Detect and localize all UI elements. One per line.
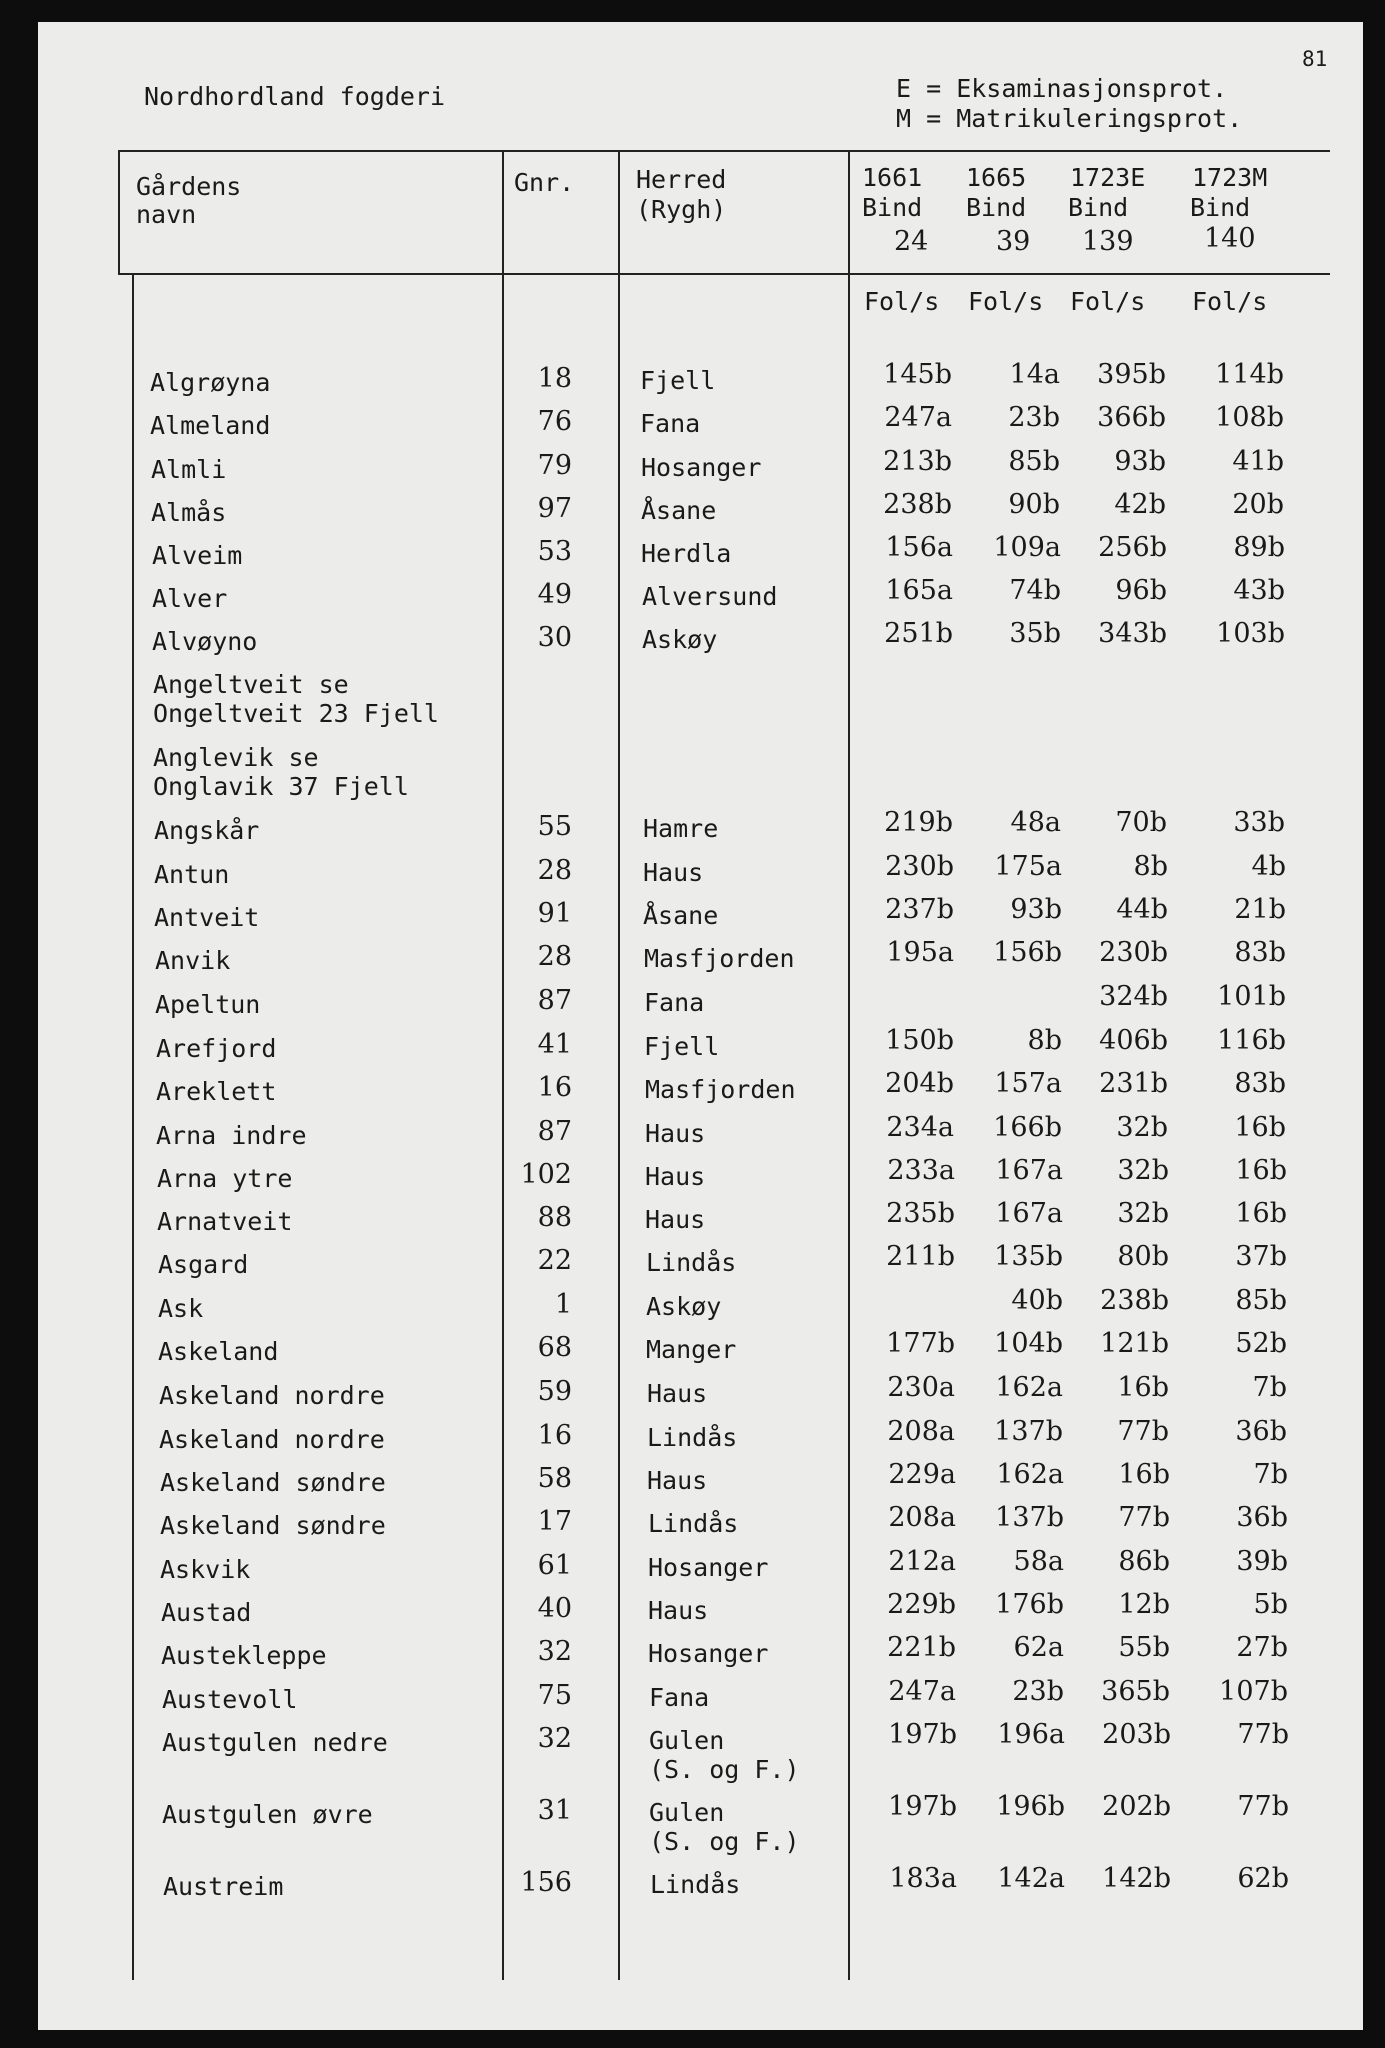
folio-v3: 16b [1118,1459,1170,1490]
col-header-herred-2: (Rygh) [636,195,727,224]
folio-v2: 157a [994,1068,1062,1099]
folio-v2: 109a [993,532,1061,563]
folio-v2: 166b [993,1112,1062,1143]
folio-v3: 77b [1118,1502,1170,1533]
folio-v3: 12b [1118,1589,1170,1620]
legend-line-2: M = Matrikuleringsprot. [896,104,1243,133]
gnr-value: 91 [537,898,572,929]
folio-v1: 233a [887,1155,955,1186]
folio-v3: 238b [1100,1285,1169,1316]
folio-v1: 213b [883,446,952,477]
folio-v3: 32b [1117,1155,1169,1186]
folio-v1: 197b [888,1791,957,1822]
herred-name: Haus [647,1466,708,1495]
folio-v1: 234a [886,1112,954,1143]
folio-v3: 395b [1097,359,1166,390]
fol-label-1723m: Fol/s [1192,287,1268,316]
folio-v3: 231b [1099,1068,1168,1099]
col-header-gnr: Gnr. [514,168,575,197]
gnr-value: 28 [537,855,572,886]
farm-name: Antveit [154,903,260,932]
col-header-1661-year: 1661 [862,163,923,192]
folio-v2: 23b [1012,1676,1064,1707]
header-title: Nordhordland fogderi [144,82,446,111]
folio-v4: 16b [1234,1112,1286,1143]
col-rule-folios [848,150,850,1980]
folio-v3: 366b [1097,402,1166,433]
farm-name: Asgard [158,1250,249,1279]
col-rule-gnr [502,150,504,1980]
gnr-value: 53 [537,536,572,567]
gnr-value: 31 [537,1795,572,1826]
herred-name: Alversund [642,582,778,611]
farm-name: Austgulen nedre [162,1728,388,1757]
herred-name: Lindås [646,1248,737,1277]
folio-v3: 32b [1117,1198,1169,1229]
herred-name: Fjell [640,366,716,395]
folio-v2: 8b [1027,1025,1062,1056]
farm-name: Arna indre [156,1121,307,1150]
farm-name: Askeland søndre [160,1511,386,1540]
herred-name: Hosanger [648,1553,769,1582]
folio-v1: 208a [888,1502,956,1533]
herred-name: Haus [645,1162,706,1191]
folio-v4: 62b [1237,1863,1289,1894]
folio-v2: 162a [995,1372,1063,1403]
folio-v3: 121b [1100,1328,1169,1359]
gnr-value: 102 [520,1159,572,1190]
folio-v3: 80b [1117,1241,1169,1272]
folio-v4: 83b [1234,1068,1286,1099]
folio-v3: 8b [1133,851,1168,882]
folio-v1: 229a [888,1459,956,1490]
folio-v1: 150b [885,1025,954,1056]
herred-name: Fana [649,1683,710,1712]
col-header-1661-volume: 24 [894,226,929,257]
folio-v3: 86b [1118,1546,1170,1577]
folio-v1: 211b [886,1241,955,1272]
folio-v2: 62a [1013,1632,1064,1663]
gnr-value: 55 [537,811,572,842]
folio-v3: 70b [1115,807,1167,838]
folio-v4: 52b [1235,1328,1287,1359]
folio-v4: 36b [1235,1416,1287,1447]
farm-name: Askeland nordre [159,1425,385,1454]
col-header-1723e-year: 1723E [1070,163,1146,192]
herred-name: Lindås [650,1870,741,1899]
gnr-value: 22 [537,1245,572,1276]
folio-v3: 93b [1114,446,1166,477]
folio-v4: 77b [1237,1791,1289,1822]
farm-name: Arna ytre [157,1164,293,1193]
folio-v4: 27b [1236,1632,1288,1663]
gnr-value: 49 [537,579,572,610]
farm-name: Angeltveit se [153,670,349,699]
folio-v3: 324b [1099,981,1168,1012]
folio-v2: 167a [995,1155,1063,1186]
gnr-value: 68 [537,1332,572,1363]
herred-name: Fjell [644,1032,720,1061]
herred-name: Haus [643,858,704,887]
gnr-value: 17 [537,1506,572,1537]
herred-name: Åsane [643,901,719,930]
folio-v2: 142a [997,1863,1065,1894]
farm-name: Austekleppe [161,1641,327,1670]
folio-v1: 230a [887,1372,955,1403]
herred-name: Hosanger [641,453,762,482]
folio-v4: 20b [1232,489,1284,520]
herred-name: Gulen [649,1798,725,1827]
gnr-value: 41 [537,1029,572,1060]
folio-v1: 251b [884,618,953,649]
folio-v4: 37b [1235,1241,1287,1272]
folio-v2: 162a [996,1459,1064,1490]
folio-v3: 44b [1116,894,1168,925]
folio-v1: 212a [888,1546,956,1577]
legend-line-1: E = Eksaminasjonsprot. [896,74,1228,103]
page-number: 81 [1302,47,1328,71]
folio-v2: 58a [1013,1546,1064,1577]
folio-v3: 42b [1114,489,1166,520]
gnr-value: 40 [537,1593,572,1624]
herred-name: Gulen [649,1726,725,1755]
folio-v1: 235b [886,1198,955,1229]
farm-name: Almås [151,498,227,527]
folio-v4: 85b [1235,1285,1287,1316]
folio-v4: 16b [1235,1198,1287,1229]
gnr-value: 87 [537,1116,572,1147]
gnr-value: 1 [554,1289,572,1320]
folio-v1: 247a [888,1676,956,1707]
farm-name: Askvik [160,1555,251,1584]
herred-name: Manger [646,1335,737,1364]
herred-name: Askøy [646,1292,722,1321]
folio-v1: 219b [884,807,953,838]
gnr-value: 32 [537,1723,572,1754]
col-header-name-2: navn [136,200,197,229]
folio-v4: 7b [1252,1372,1287,1403]
herred-name: Fana [644,988,705,1017]
folio-v3: 77b [1117,1416,1169,1447]
folio-v2: 196a [997,1719,1065,1750]
folio-v1: 197b [888,1719,957,1750]
table-left-rule [118,150,120,275]
folio-v3: 142b [1102,1863,1171,1894]
folio-v4: 107b [1219,1676,1288,1707]
gnr-value: 79 [537,450,572,481]
farm-name: Alveim [152,541,243,570]
herred-name: Haus [648,1596,709,1625]
col-header-1723m-year: 1723M [1192,163,1268,192]
folio-v2: 93b [1010,894,1062,925]
herred-name: Hamre [643,814,719,843]
col-header-1723m-volume: 140 [1204,223,1256,254]
gnr-value: 59 [537,1376,572,1407]
folio-v4: 83b [1234,937,1286,968]
folio-v4: 108b [1215,402,1284,433]
herred-name: Herdla [641,539,732,568]
herred-name: Masfjorden [645,1075,796,1104]
farm-name-cont: Onglavik 37 Fjell [153,772,409,801]
folio-v2: 175a [994,851,1062,882]
folio-v4: 116b [1217,1025,1286,1056]
farm-name: Arefjord [156,1034,277,1063]
folio-v3: 32b [1116,1112,1168,1143]
folio-v1: 247a [884,402,952,433]
farm-name: Angskår [154,816,260,845]
farm-name: Ask [158,1294,204,1323]
folio-v1: 238b [883,489,952,520]
folio-v2: 40b [1011,1285,1063,1316]
folio-v1: 237b [885,894,954,925]
folio-v3: 202b [1102,1791,1171,1822]
folio-v4: 16b [1235,1155,1287,1186]
col-header-name-1: Gårdens [136,172,242,201]
folio-v1: 221b [887,1632,956,1663]
header-bottom-rule [118,273,1330,275]
farm-name: Askeland søndre [160,1468,386,1497]
gnr-value: 18 [537,363,572,394]
folio-v3: 16b [1117,1372,1169,1403]
gnr-value: 75 [537,1680,572,1711]
folio-v3: 343b [1098,618,1167,649]
gnr-value: 156 [520,1867,572,1898]
folio-v3: 365b [1101,1676,1170,1707]
folio-v4: 43b [1233,575,1285,606]
folio-v2: 48a [1010,807,1061,838]
folio-v3: 256b [1098,532,1167,563]
folio-v4: 21b [1234,894,1286,925]
col-header-1723m-bind: Bind [1190,193,1251,222]
gnr-value: 88 [537,1202,572,1233]
farm-name: Austreim [163,1872,284,1901]
col-header-1723e-volume: 139 [1082,226,1134,257]
folio-v4: 7b [1253,1459,1288,1490]
folio-v2: 90b [1008,489,1060,520]
folio-v2: 85b [1008,446,1060,477]
herred-name: Fana [640,409,701,438]
herred-name: Askøy [642,625,718,654]
herred-name: Masfjorden [644,944,795,973]
folio-v3: 96b [1115,575,1167,606]
herred-name: Hosanger [648,1639,769,1668]
herred-name-cont: (S. og F.) [649,1755,800,1784]
folio-v4: 39b [1236,1546,1288,1577]
farm-name: Anglevik se [153,743,319,772]
herred-name: Haus [645,1205,706,1234]
col-header-1723e-bind: Bind [1068,193,1129,222]
farm-name: Arnatveit [157,1207,293,1236]
folio-v1: 208a [887,1416,955,1447]
farm-name: Apeltun [155,990,261,1019]
folio-v2: 156b [993,937,1062,968]
folio-v1: 177b [886,1328,955,1359]
gnr-value: 97 [537,493,572,524]
folio-v4: 41b [1232,446,1284,477]
farm-name: Antun [154,860,230,889]
farm-name: Almli [151,455,227,484]
folio-v1: 195a [886,937,954,968]
gnr-value: 58 [537,1463,572,1494]
folio-v4: 114b [1215,359,1284,390]
folio-v2: 176b [995,1589,1064,1620]
folio-v1: 183a [889,1863,957,1894]
col-header-1665-year: 1665 [966,163,1027,192]
folio-v1: 156a [885,532,953,563]
gnr-value: 28 [537,941,572,972]
farm-name: Askeland [158,1337,279,1366]
col-header-1665-bind: Bind [966,193,1027,222]
folio-v3: 203b [1102,1719,1171,1750]
col-header-1665-volume: 39 [996,226,1031,257]
folio-v2: 23b [1008,402,1060,433]
herred-name: Lindås [648,1509,739,1538]
folio-v4: 103b [1216,618,1285,649]
folio-v4: 5b [1253,1589,1288,1620]
farm-name: Anvik [155,946,231,975]
herred-name: Haus [645,1119,706,1148]
col-header-1661-bind: Bind [862,193,923,222]
folio-v2: 196b [996,1791,1065,1822]
farm-name: Alvøyno [152,627,258,656]
fol-label-1723e: Fol/s [1070,287,1146,316]
fol-label-1661: Fol/s [864,287,940,316]
farm-name: Austad [161,1598,252,1627]
farm-name: Alver [152,584,228,613]
folio-v3: 55b [1118,1632,1170,1663]
folio-v4: 4b [1251,851,1286,882]
folio-v3: 406b [1099,1025,1168,1056]
folio-v1: 229b [887,1589,956,1620]
farm-name: Askeland nordre [159,1381,385,1410]
col-header-herred-1: Herred [636,165,727,194]
farm-name: Austevoll [162,1685,298,1714]
herred-name: Lindås [647,1423,738,1452]
folio-v4: 101b [1217,981,1286,1012]
gnr-value: 16 [537,1420,572,1451]
folio-v4: 33b [1233,807,1285,838]
body-left-rule [132,275,134,1980]
gnr-value: 30 [537,622,572,653]
folio-v2: 35b [1009,618,1061,649]
folio-v2: 104b [994,1328,1063,1359]
farm-name: Austgulen øvre [162,1800,373,1829]
folio-v2: 167a [995,1198,1063,1229]
table-top-rule [118,150,1330,152]
gnr-value: 32 [537,1636,572,1667]
folio-v3: 230b [1099,937,1168,968]
folio-v4: 89b [1233,532,1285,563]
gnr-value: 61 [537,1550,572,1581]
folio-v2: 74b [1009,575,1061,606]
farm-name: Almeland [150,411,271,440]
folio-v4: 77b [1237,1719,1289,1750]
col-rule-herred [618,150,620,1980]
herred-name: Åsane [641,496,717,525]
gnr-value: 16 [537,1072,572,1103]
folio-v1: 204b [885,1068,954,1099]
folio-v1: 145b [883,359,952,390]
herred-name: Haus [647,1379,708,1408]
folio-v1: 165a [885,575,953,606]
folio-v2: 135b [994,1241,1063,1272]
folio-v2: 137b [995,1502,1064,1533]
folio-v1: 230b [885,851,954,882]
fol-label-1665: Fol/s [968,287,1044,316]
herred-name-cont: (S. og F.) [649,1827,800,1856]
folio-v2: 137b [994,1416,1063,1447]
farm-name: Areklett [156,1077,277,1106]
farm-name-cont: Ongeltveit 23 Fjell [153,699,439,728]
gnr-value: 76 [537,406,572,437]
farm-name: Algrøyna [150,368,271,397]
folio-v4: 36b [1236,1502,1288,1533]
folio-v2: 14a [1009,359,1060,390]
gnr-value: 87 [537,985,572,1016]
